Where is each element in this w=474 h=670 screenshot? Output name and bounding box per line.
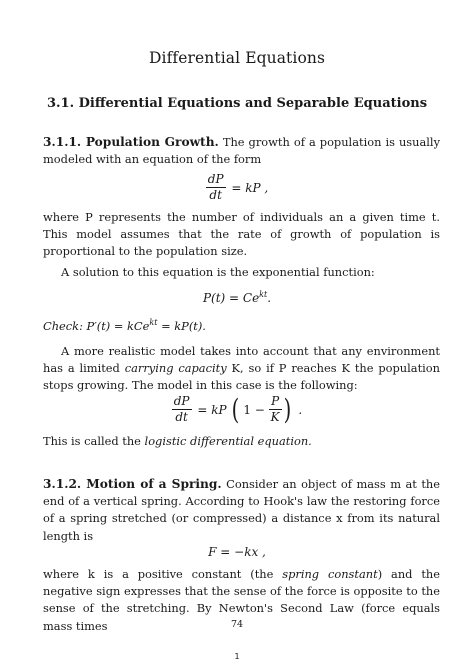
fraction-denominator: dt [175, 410, 188, 424]
equation-hooke: F = −kx , [208, 545, 266, 559]
equation-exponential-growth [0, 172, 474, 203]
logistic-name-paragraph [43, 433, 440, 450]
logistic-pre-text: This is called the [43, 434, 141, 448]
fraction-p-k [269, 394, 282, 425]
eq2-end: . [267, 291, 272, 305]
spring-intro-text: Consider an object of mass m at the end of a vertical spring. According to Hook's law the restoring force of a spring stretched (or compressed) a distance x from its natural length is [43, 477, 440, 543]
population-intro-text: The growth of a population is usually modeled with an equation of the form [43, 135, 440, 167]
footer-number: 1 [234, 652, 240, 661]
fraction-numerator: P [269, 394, 282, 410]
spring-paragraph [43, 476, 440, 545]
population-growth-paragraph [43, 134, 440, 168]
open-paren: ( [232, 392, 240, 426]
page-number: 74 [230, 619, 244, 630]
logistic-end: . [298, 402, 303, 417]
subsection-heading-spring: 3.1.2. Motion of a Spring. [43, 477, 222, 491]
fraction-denominator: dt [209, 188, 222, 202]
equation-exponential-solution [0, 291, 474, 305]
realistic-cont-text: K, so if P reaches K the population stops growing. The model in this case is the following: [43, 361, 440, 393]
fraction-dp-dt-logistic [172, 394, 192, 425]
chapter-title: Differential Equations [148, 49, 326, 67]
spring-after-a: where k is a positive constant (the [43, 567, 274, 581]
population-explanation-paragraph: where P represents the number of individuals an a given time t. This model assumes that the rate of growth of population is proportional to the population size. [43, 210, 440, 259]
logistic-one-minus: 1 − [243, 402, 265, 417]
logistic-mid: = kP [197, 402, 227, 417]
equation-logistic [0, 394, 474, 425]
realistic-model-paragraph [43, 343, 440, 395]
fraction-denominator: K [270, 410, 280, 424]
section-heading: 3.1. Differential Equations and Separable Equations [46, 96, 428, 111]
spring-constant-term: spring constant [282, 567, 378, 581]
check-b: = kP(t). [157, 319, 206, 333]
equation-rhs: = kP , [231, 180, 269, 195]
carrying-capacity-term: carrying capacity [124, 361, 227, 376]
eq2-exponent: kt [259, 290, 268, 299]
fraction-dp-dt [206, 172, 226, 203]
close-paren: ) [283, 392, 291, 426]
eq2-body: P(t) = Ce [202, 291, 260, 305]
check-a: Check: P′(t) = kCe [43, 319, 150, 333]
check-line [43, 318, 440, 335]
solution-intro-text: A solution to this equation is the exponential function: [61, 265, 375, 279]
fraction-numerator: dP [173, 394, 190, 408]
check-exponent: kt [149, 318, 158, 328]
fraction-numerator: dP [207, 172, 224, 186]
realistic-text: A more realistic model takes into account that any environment has a limited [43, 344, 440, 376]
spring-after-b: ) and the negative sign expresses that the sense of the force is opposite to the sense of the stretching. By Newton's Second Law (force equals mass times [43, 567, 440, 633]
subsection-heading-population: 3.1.1. Population Growth. [43, 135, 219, 149]
logistic-term: logistic differential equation. [144, 434, 312, 448]
solution-intro-paragraph [43, 264, 440, 281]
